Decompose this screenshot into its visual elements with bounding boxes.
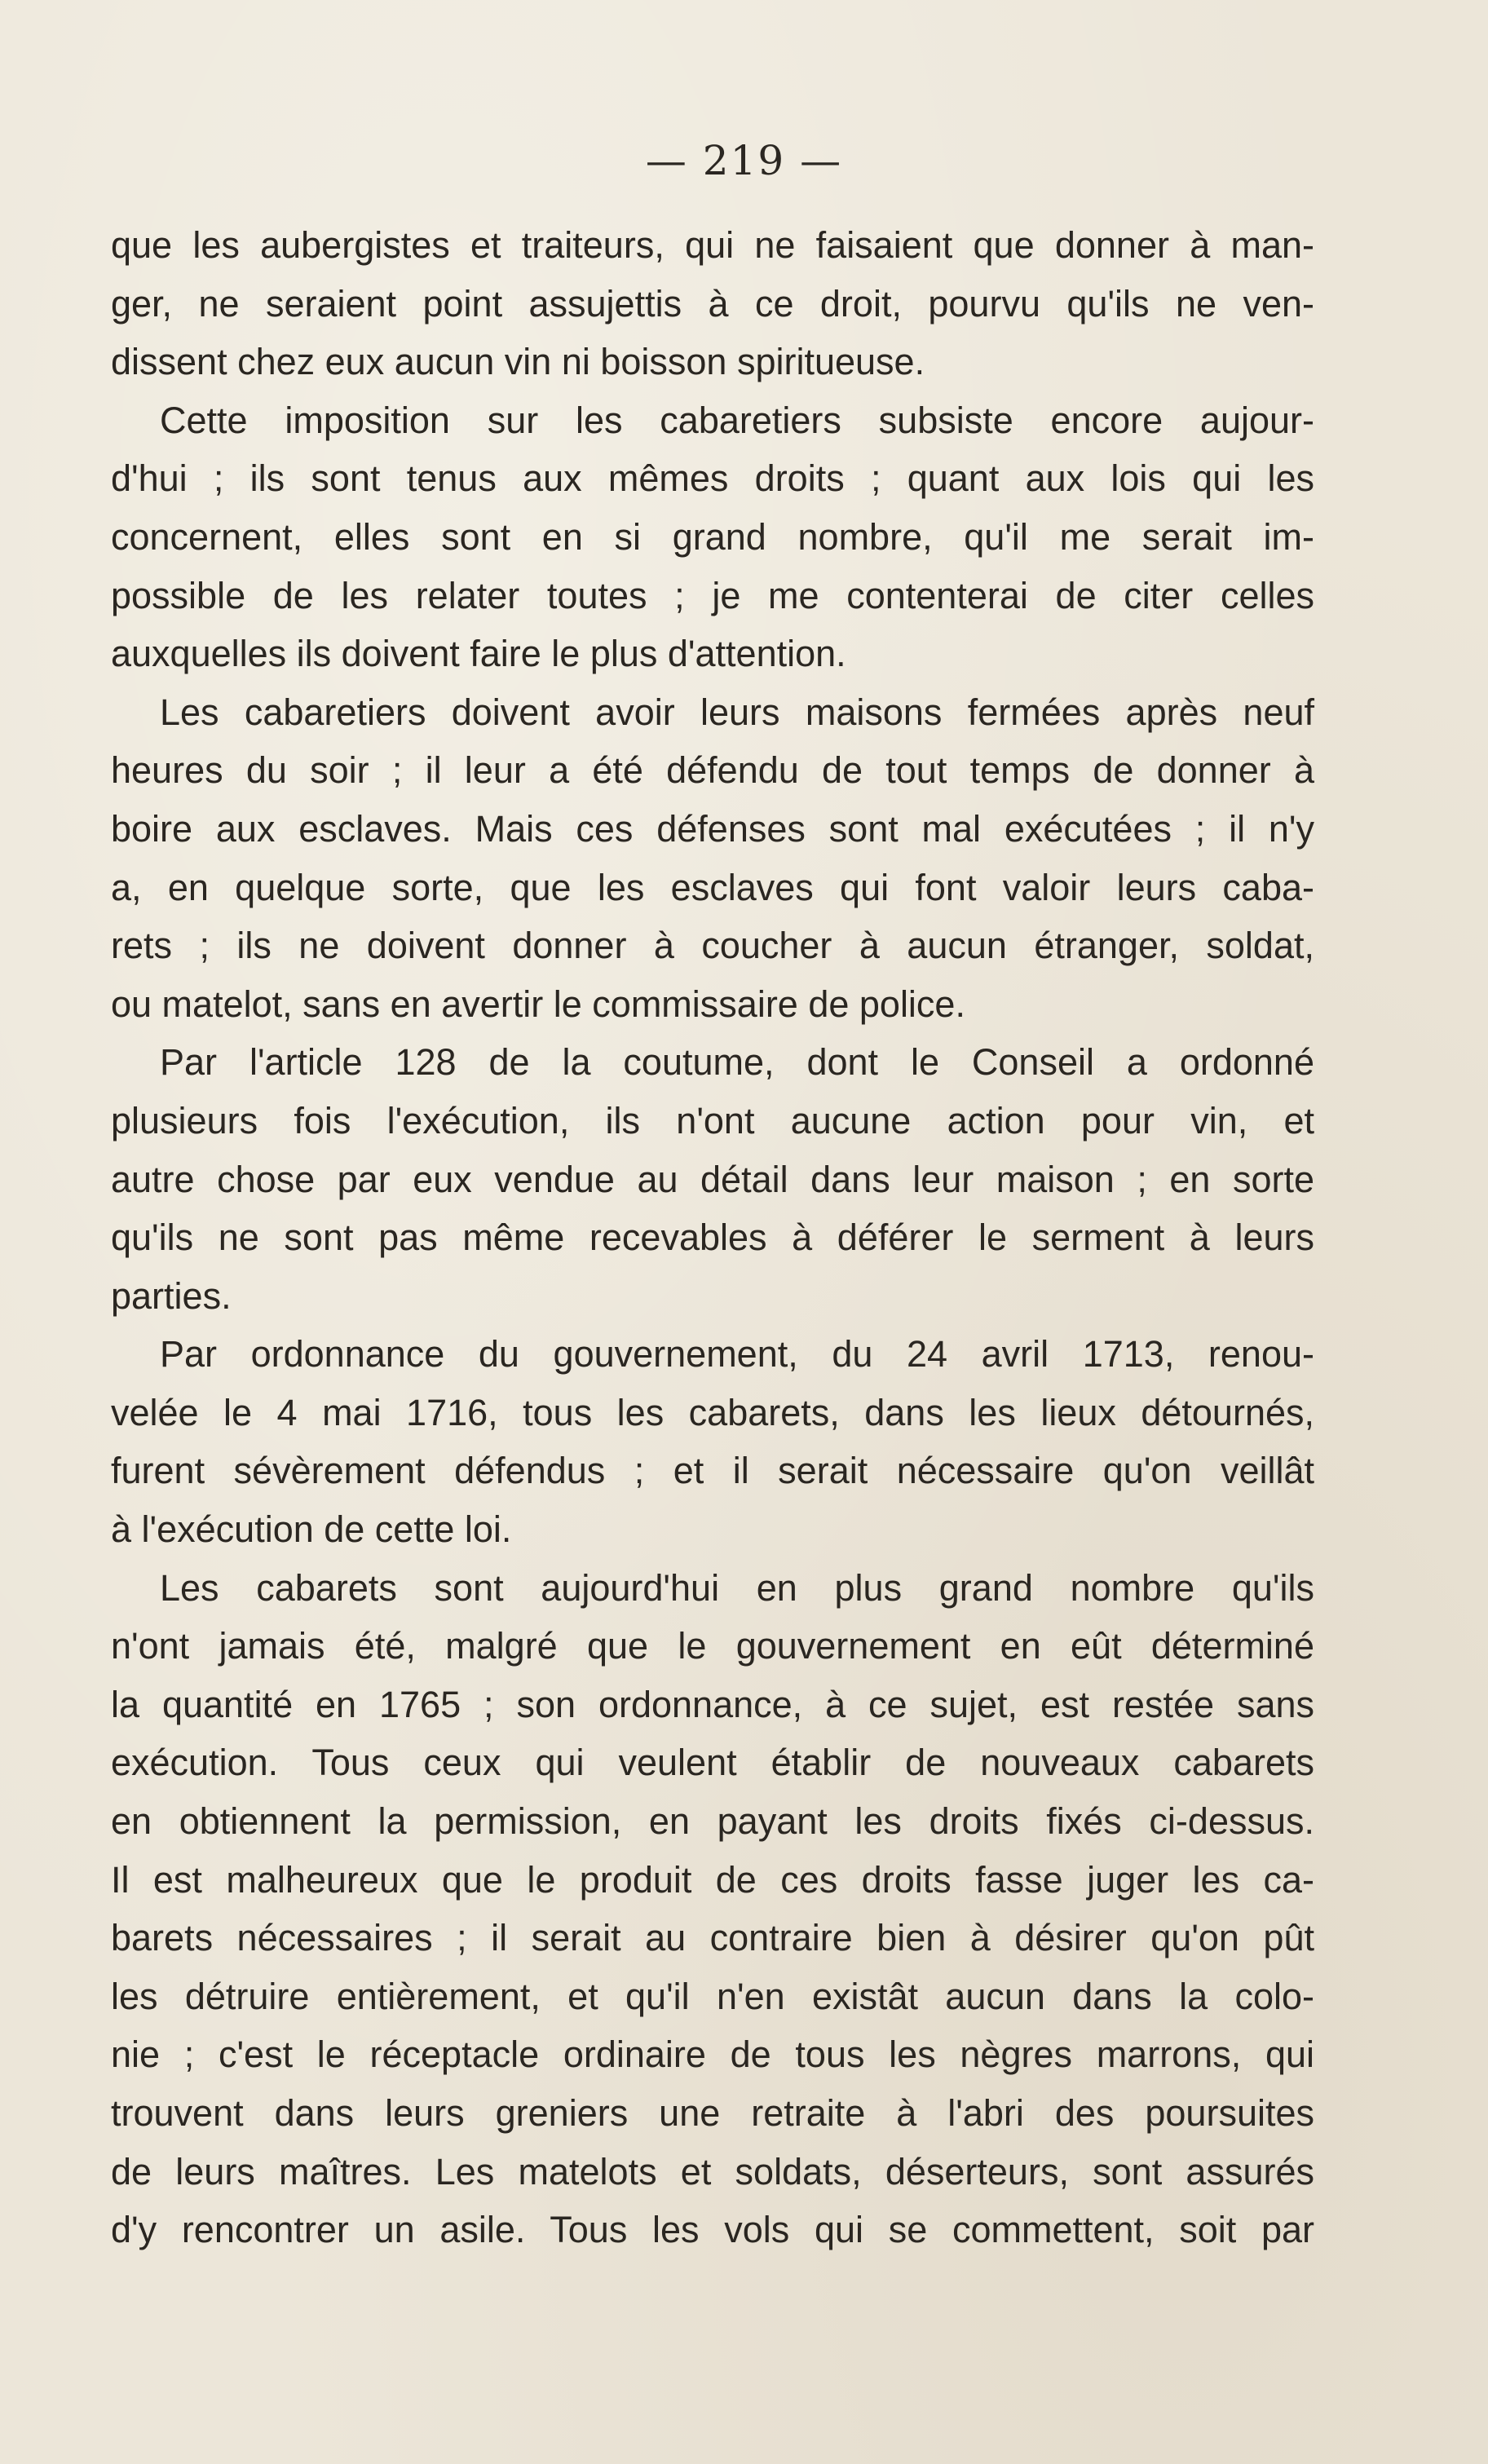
text-line: Par ordonnance du gouvernement, du 24 avril 1713, renou-: [160, 1333, 1314, 1376]
text-line: ger, ne seraient point assujettis à ce droit, pourvu qu'ils ne ven-: [111, 282, 1314, 325]
text-line: furent sévèrement défendus ; et il serait nécessaire qu'on veillât: [111, 1450, 1314, 1492]
text-line: concernent, elles sont en si grand nombre, qu'il me serait im-: [111, 515, 1314, 558]
text-line: possible de les relater toutes ; je me contenterai de citer celles: [111, 574, 1314, 616]
text-line: Les cabarets sont aujourd'hui en plus grand nombre qu'ils: [160, 1566, 1314, 1609]
text-line: trouvent dans leurs greniers une retraite à l'abri des poursuites: [111, 2092, 1314, 2134]
text-line: à l'exécution de cette loi.: [111, 1508, 512, 1551]
text-line: en obtiennent la permission, en payant les droits fixés ci-dessus.: [111, 1800, 1314, 1843]
text-line: n'ont jamais été, malgré que le gouvernement en eût déterminé: [111, 1625, 1314, 1667]
text-line: autre chose par eux vendue au détail dans leur maison ; en sorte: [111, 1158, 1314, 1200]
text-line: parties.: [111, 1274, 232, 1317]
text-line: plusieurs fois l'exécution, ils n'ont aucune action pour vin, et: [111, 1099, 1314, 1141]
page-number: — 219 —: [645, 137, 843, 184]
body-text: [111, 216, 1314, 2259]
text-line: d'y rencontrer un asile. Tous les vols qui se commettent, soit par: [111, 2209, 1314, 2251]
text-line: dissent chez eux aucun vin ni boisson spiritueuse.: [111, 341, 925, 383]
text-line: de leurs maîtres. Les matelots et soldats, déserteurs, sont assurés: [111, 2150, 1314, 2192]
text-line: d'hui ; ils sont tenus aux mêmes droits ; quant aux lois qui les: [111, 457, 1314, 500]
text-line: barets nécessaires ; il serait au contraire bien à désirer qu'on pût: [111, 1917, 1314, 1959]
text-line: nie ; c'est le réceptacle ordinaire de tous les nègres marrons, qui: [111, 2033, 1314, 2076]
text-line: Cette imposition sur les cabaretiers subsiste encore aujour-: [160, 399, 1314, 441]
text-line: boire aux esclaves. Mais ces défenses sont mal exécutées ; il n'y: [111, 807, 1314, 850]
text-line: velée le 4 mai 1716, tous les cabarets, dans les lieux détournés,: [111, 1391, 1314, 1433]
text-line: Les cabaretiers doivent avoir leurs maisons fermées après neuf: [160, 691, 1314, 733]
text-line: exécution. Tous ceux qui veulent établir de nouveaux cabarets: [111, 1742, 1314, 1784]
text-line: a, en quelque sorte, que les esclaves qui font valoir leurs caba-: [111, 866, 1314, 908]
text-line: les détruire entièrement, et qu'il n'en existât aucun dans la colo-: [111, 1975, 1314, 2017]
text-line: qu'ils ne sont pas même recevables à déférer le serment à leurs: [111, 1217, 1314, 1259]
text-line: auxquelles ils doivent faire le plus d'attention.: [111, 633, 846, 675]
text-line: heures du soir ; il leur a été défendu de tout temps de donner à: [111, 749, 1314, 792]
text-line: rets ; ils ne doivent donner à coucher à aucun étranger, soldat,: [111, 925, 1314, 967]
text-line: que les aubergistes et traiteurs, qui ne faisaient que donner à man-: [111, 224, 1314, 266]
text-line: la quantité en 1765 ; son ordonnance, à ce sujet, est restée sans: [111, 1683, 1314, 1725]
text-line: Il est malheureux que le produit de ces droits fasse juger les ca-: [111, 1858, 1314, 1901]
text-line: ou matelot, sans en avertir le commissaire de police.: [111, 983, 965, 1025]
text-line: Par l'article 128 de la coutume, dont le Conseil a ordonné: [160, 1041, 1314, 1084]
